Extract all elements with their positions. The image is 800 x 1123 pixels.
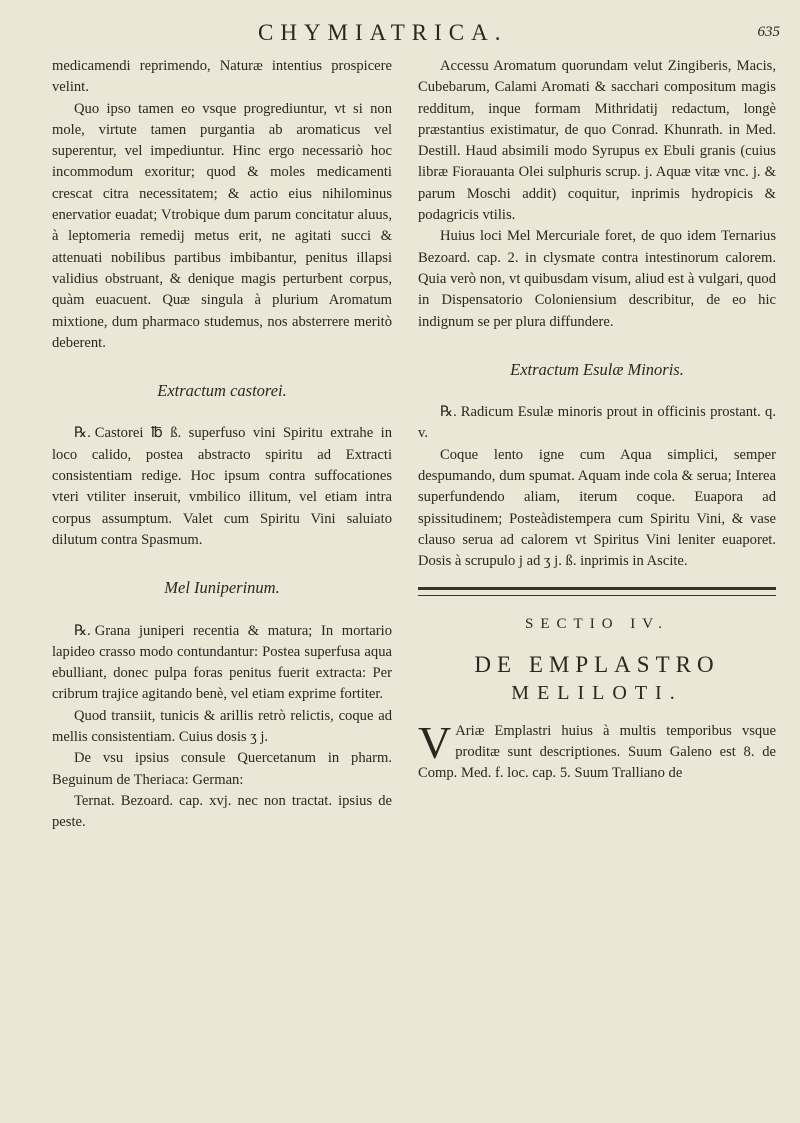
- section-heading: Mel Iuniperinum.: [164, 578, 280, 598]
- recipe-symbol: ℞.: [74, 425, 91, 442]
- sectio-label: SECTIO IV.: [525, 615, 669, 632]
- left-column: [52, 56, 392, 834]
- paragraph: [418, 402, 776, 445]
- page-header: [0, 18, 800, 54]
- paragraph: [52, 423, 392, 551]
- paragraph-text: Ariæ Emplastri huius à multis temporibus vsque proditæ sunt descriptiones. Suum Galeno est 8. de Comp. Med. f. loc. cap. 5. Suum Tralliano de: [418, 722, 776, 782]
- chapter-subtitle: MELILOTI.: [511, 681, 683, 704]
- drop-cap: V: [418, 716, 452, 768]
- paragraph: Accessu Aromatum quorundam velut Zingiberis, Macis, Cubebarum, Calami Aromati & sacchari compositum magis redditum, inque formam Mithridatij redactum, longè præstantius existimatur, de quo Conrad. Khunrath. in Med. Destill. Haud absimili modo Syrupus ex Ebuli granis (cuius libræ Fiorauanta Olei sulphuris scrup. j. Aquæ vitæ vnc. j. & parum Moschi addit) coquitur, inprimis hydropicis & podagricis vtilis.: [418, 58, 776, 224]
- section-divider: [418, 587, 776, 596]
- recipe-text: Radicum Esulæ minoris prout in officinis prostant. q. v.: [418, 404, 776, 442]
- paragraph: De vsu ipsius consule Quercetanum in pharm. Beguinum de Theriaca: German:: [52, 750, 392, 788]
- running-title: CHYMIATRICA.: [258, 20, 508, 45]
- paragraph: Quod transiit, tunicis & arillis retrò relictis, coque ad mellis consistentiam. Cuius dosis ʒ j.: [52, 707, 392, 746]
- recipe-symbol: ℞.: [440, 404, 457, 421]
- page-number: 635: [757, 24, 780, 40]
- paragraph: [52, 621, 392, 706]
- paragraph: Ternat. Bezoard. cap. xvj. nec non tractat. ipsius de peste.: [52, 792, 392, 831]
- paragraph: medicamendi reprimendo, Naturæ intentius prospicere velint.: [52, 58, 392, 96]
- section-heading: Extractum castorei.: [157, 381, 287, 401]
- recipe-text: Grana juniperi recentia & matura; In mortario lapideo crasso modo contundantur: Postea superfusa aqua ebulliant, donec pulpa foras penitus fuerit extracta: Per cribrum trajice agitando benè, vel etiam exprime fortiter.: [52, 622, 392, 703]
- paragraph: Quo ipso tamen eo vsque progrediuntur, vt si non mole, virtute tamen purgantia ab aromaticus vel superentur, vel impediuntur. Hinc ergo necessariò hoc incommodum exoritur; quod & moles medicamenti crescat citra necessitatem; & actio eius nihilominus enervatior euadat; Vtrobique dum parum concitatur aluus, à leptomeria remedij metus erit, ne agitati succi & attenuati nobilibus partibus imbibantur, penitus illapsi validius obstruant, & denique magis perturbent corpus, quàm euacuent. Quæ singula à plurium Aromatum mixtione, dum pharmaco studemus, nos absterrere meritò deberent.: [52, 100, 392, 351]
- right-column: [418, 56, 776, 785]
- recipe-text: Castorei ℔ ß. superfuso vini Spiritu extrahe in loco calido, postea abstracto spiritu ad Extracti consistentiam redige. Hoc ipsum contra suffocationes vteri vtiliter inseruit, vmbilico illitum, vel etiam intra corpus assumptum. Valet cum Spiritu Vini saluiato dilutum contra Spasmum.: [52, 425, 392, 548]
- paragraph: Huius loci Mel Mercuriale foret, de quo idem Ternarius Bezoard. cap. 2. in clysmate contra intestinorum calorem. Quia verò non, vt quibusdam visum, aliud est à vulgari, quod in Dispensatorio Coloniensium describitur, de eo hic indignum se per plura diffundere.: [418, 228, 776, 330]
- recipe-symbol: ℞.: [74, 622, 91, 639]
- paragraph: [418, 716, 776, 785]
- section-heading: Extractum Esulæ Minoris.: [510, 359, 684, 379]
- chapter-title: DE EMPLASTRO: [474, 651, 720, 677]
- paragraph: Coque lento igne cum Aqua simplici, semper despumando, dum spumat. Aquam inde cola & serua; Interea superfundendo aliam, iterum coque. Euapora ad spissitudinem; Posteàdistempera cum Spiritu Vini, & vase clauso serua ad calorem vt Spiritus Vini leniter euaporet. Dosis à scrupulo j ad ʒ j. ß. inprimis in Ascite.: [418, 446, 776, 570]
